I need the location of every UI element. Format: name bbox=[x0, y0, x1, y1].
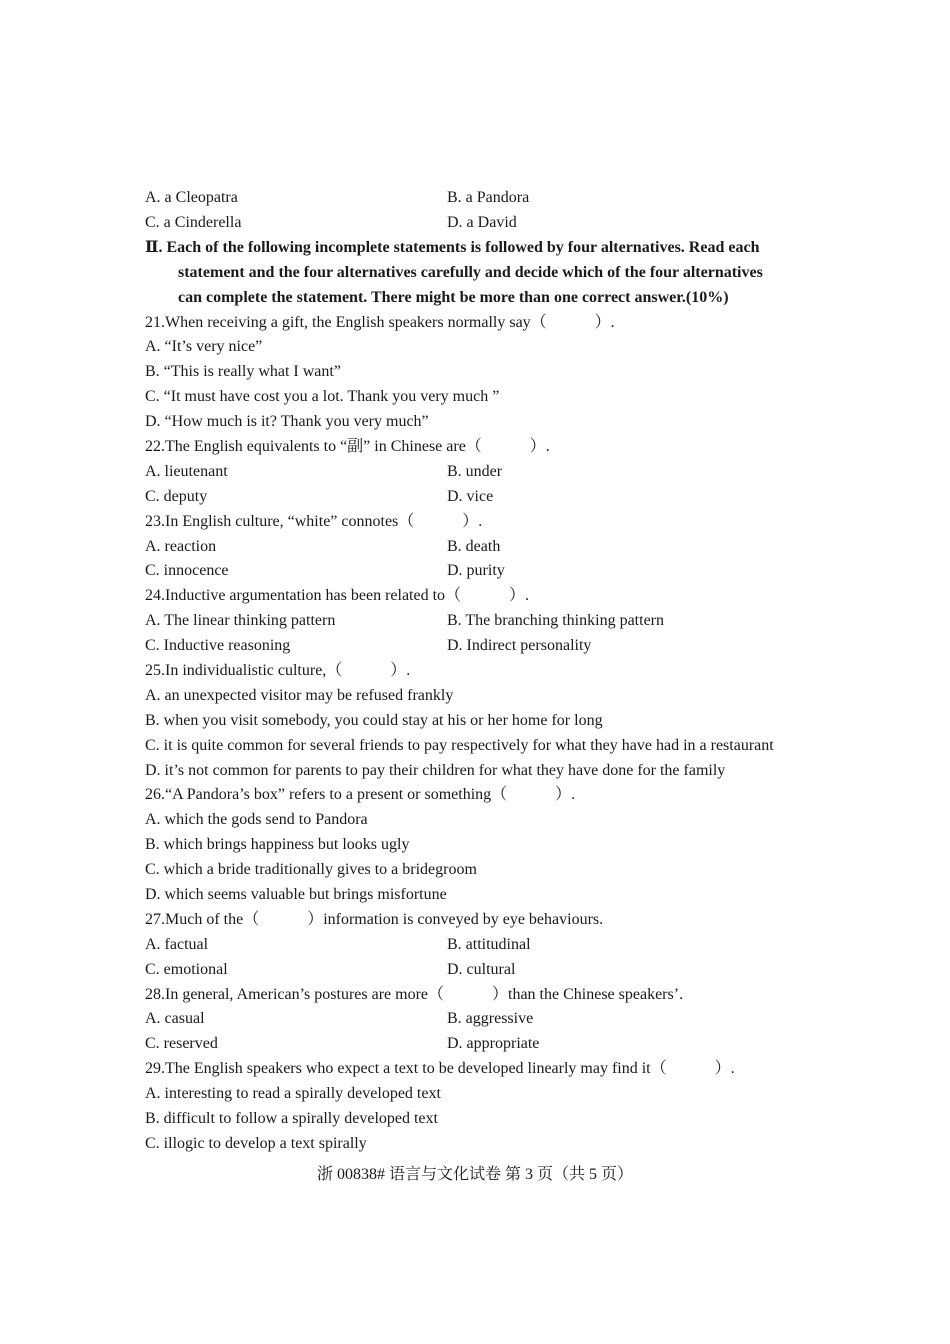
option-row bbox=[145, 535, 815, 560]
question-stem: 27.Much of the（ ）information is conveyed by eye behaviours. bbox=[145, 910, 604, 928]
option-b: B. The branching thinking pattern bbox=[447, 612, 664, 630]
option-row bbox=[145, 460, 815, 485]
page-footer: 浙 00838# 语言与文化试卷 第 3 页（共 5 页） bbox=[316, 1166, 633, 1183]
option-row bbox=[145, 933, 815, 958]
option-a: A. an unexpected visitor may be refused frankly bbox=[145, 686, 454, 704]
option-c: C. illogic to develop a text spirally bbox=[145, 1134, 367, 1152]
option-row bbox=[145, 559, 815, 584]
option-row bbox=[145, 958, 815, 983]
option-a: A. casual bbox=[145, 1010, 205, 1028]
question-stem: 22.The English equivalents to “副” in Chinese are（ ）. bbox=[145, 437, 550, 455]
section-heading-line: Ⅱ. Each of the following incomplete statements is followed by four alternatives. Read each bbox=[145, 238, 760, 256]
option-a: A. reaction bbox=[145, 537, 217, 555]
option-b: B. aggressive bbox=[447, 1010, 534, 1028]
option-b: B. death bbox=[447, 537, 501, 555]
option-row bbox=[145, 485, 815, 510]
option-a: A. which the gods send to Pandora bbox=[145, 811, 368, 829]
option-d: D. vice bbox=[447, 487, 494, 505]
option-a: A. factual bbox=[145, 935, 209, 953]
question-stem: 29.The English speakers who expect a text to be developed linearly may find it（ ）. bbox=[145, 1060, 735, 1078]
option-d: D. it’s not common for parents to pay their children for what they have done for the family bbox=[145, 761, 726, 779]
option-c: C. emotional bbox=[145, 960, 228, 978]
option-row bbox=[145, 211, 815, 236]
option-c: C. which a bride traditionally gives to a bridegroom bbox=[145, 861, 477, 879]
option-a: A. “It’s very nice” bbox=[145, 338, 263, 356]
option-b: B. attitudinal bbox=[447, 935, 531, 953]
section-heading-line: statement and the four alternatives carefully and decide which of the four alternatives bbox=[178, 263, 763, 281]
option-d: D. which seems valuable but brings misfortune bbox=[145, 885, 447, 903]
option-d: D. purity bbox=[447, 562, 505, 580]
option-row bbox=[145, 634, 815, 659]
option-row bbox=[145, 1007, 815, 1032]
question-stem: 21.When receiving a gift, the English speakers normally say（ ）. bbox=[145, 313, 615, 331]
question-stem: 25.In individualistic culture,（ ）. bbox=[145, 661, 411, 679]
option-c: C. it is quite common for several friends to pay respectively for what they have had in a restaurant bbox=[145, 736, 774, 754]
option-c: C. deputy bbox=[145, 487, 208, 505]
question-stem: 28.In general, American’s postures are more（ ）than the Chinese speakers’. bbox=[145, 985, 684, 1003]
option-a: A. The linear thinking pattern bbox=[145, 612, 336, 630]
option-d: D. Indirect personality bbox=[447, 637, 592, 655]
option-row bbox=[145, 609, 815, 634]
question-stem: 24.Inductive argumentation has been related to（ ）. bbox=[145, 587, 530, 605]
option-d: D. appropriate bbox=[447, 1035, 540, 1053]
option-c: C. innocence bbox=[145, 562, 229, 580]
option-b: B. “This is really what I want” bbox=[145, 363, 341, 381]
section-heading-line: can complete the statement. There might be more than one correct answer.(10%) bbox=[178, 288, 729, 306]
option-b: B. which brings happiness but looks ugly bbox=[145, 836, 410, 854]
option-a: A. interesting to read a spirally developed text bbox=[145, 1085, 441, 1103]
option-d: D. “How much is it? Thank you very much” bbox=[145, 413, 429, 431]
option-row bbox=[145, 1032, 815, 1057]
option-a: A. a Cleopatra bbox=[145, 189, 238, 206]
option-b: B. when you visit somebody, you could stay at his or her home for long bbox=[145, 711, 603, 729]
option-a: A. lieutenant bbox=[145, 462, 228, 480]
option-b: B. difficult to follow a spirally developed text bbox=[145, 1110, 438, 1127]
exam-page-body bbox=[145, 186, 815, 1157]
option-row bbox=[145, 186, 815, 211]
question-stem: 23.In English culture, “white” connotes（ ）. bbox=[145, 512, 483, 530]
option-d: D. cultural bbox=[447, 960, 516, 978]
option-c: C. reserved bbox=[145, 1035, 218, 1053]
option-b: B. a Pandora bbox=[447, 189, 530, 206]
option-c: C. “It must have cost you a lot. Thank you very much ” bbox=[145, 388, 500, 406]
option-b: B. under bbox=[447, 462, 503, 480]
option-d: D. a David bbox=[447, 213, 517, 231]
section-instructions bbox=[145, 236, 815, 311]
question-stem: 26.“A Pandora’s box” refers to a present or something（ ）. bbox=[145, 786, 576, 804]
option-c: C. Inductive reasoning bbox=[145, 637, 291, 655]
option-c: C. a Cinderella bbox=[145, 213, 242, 231]
